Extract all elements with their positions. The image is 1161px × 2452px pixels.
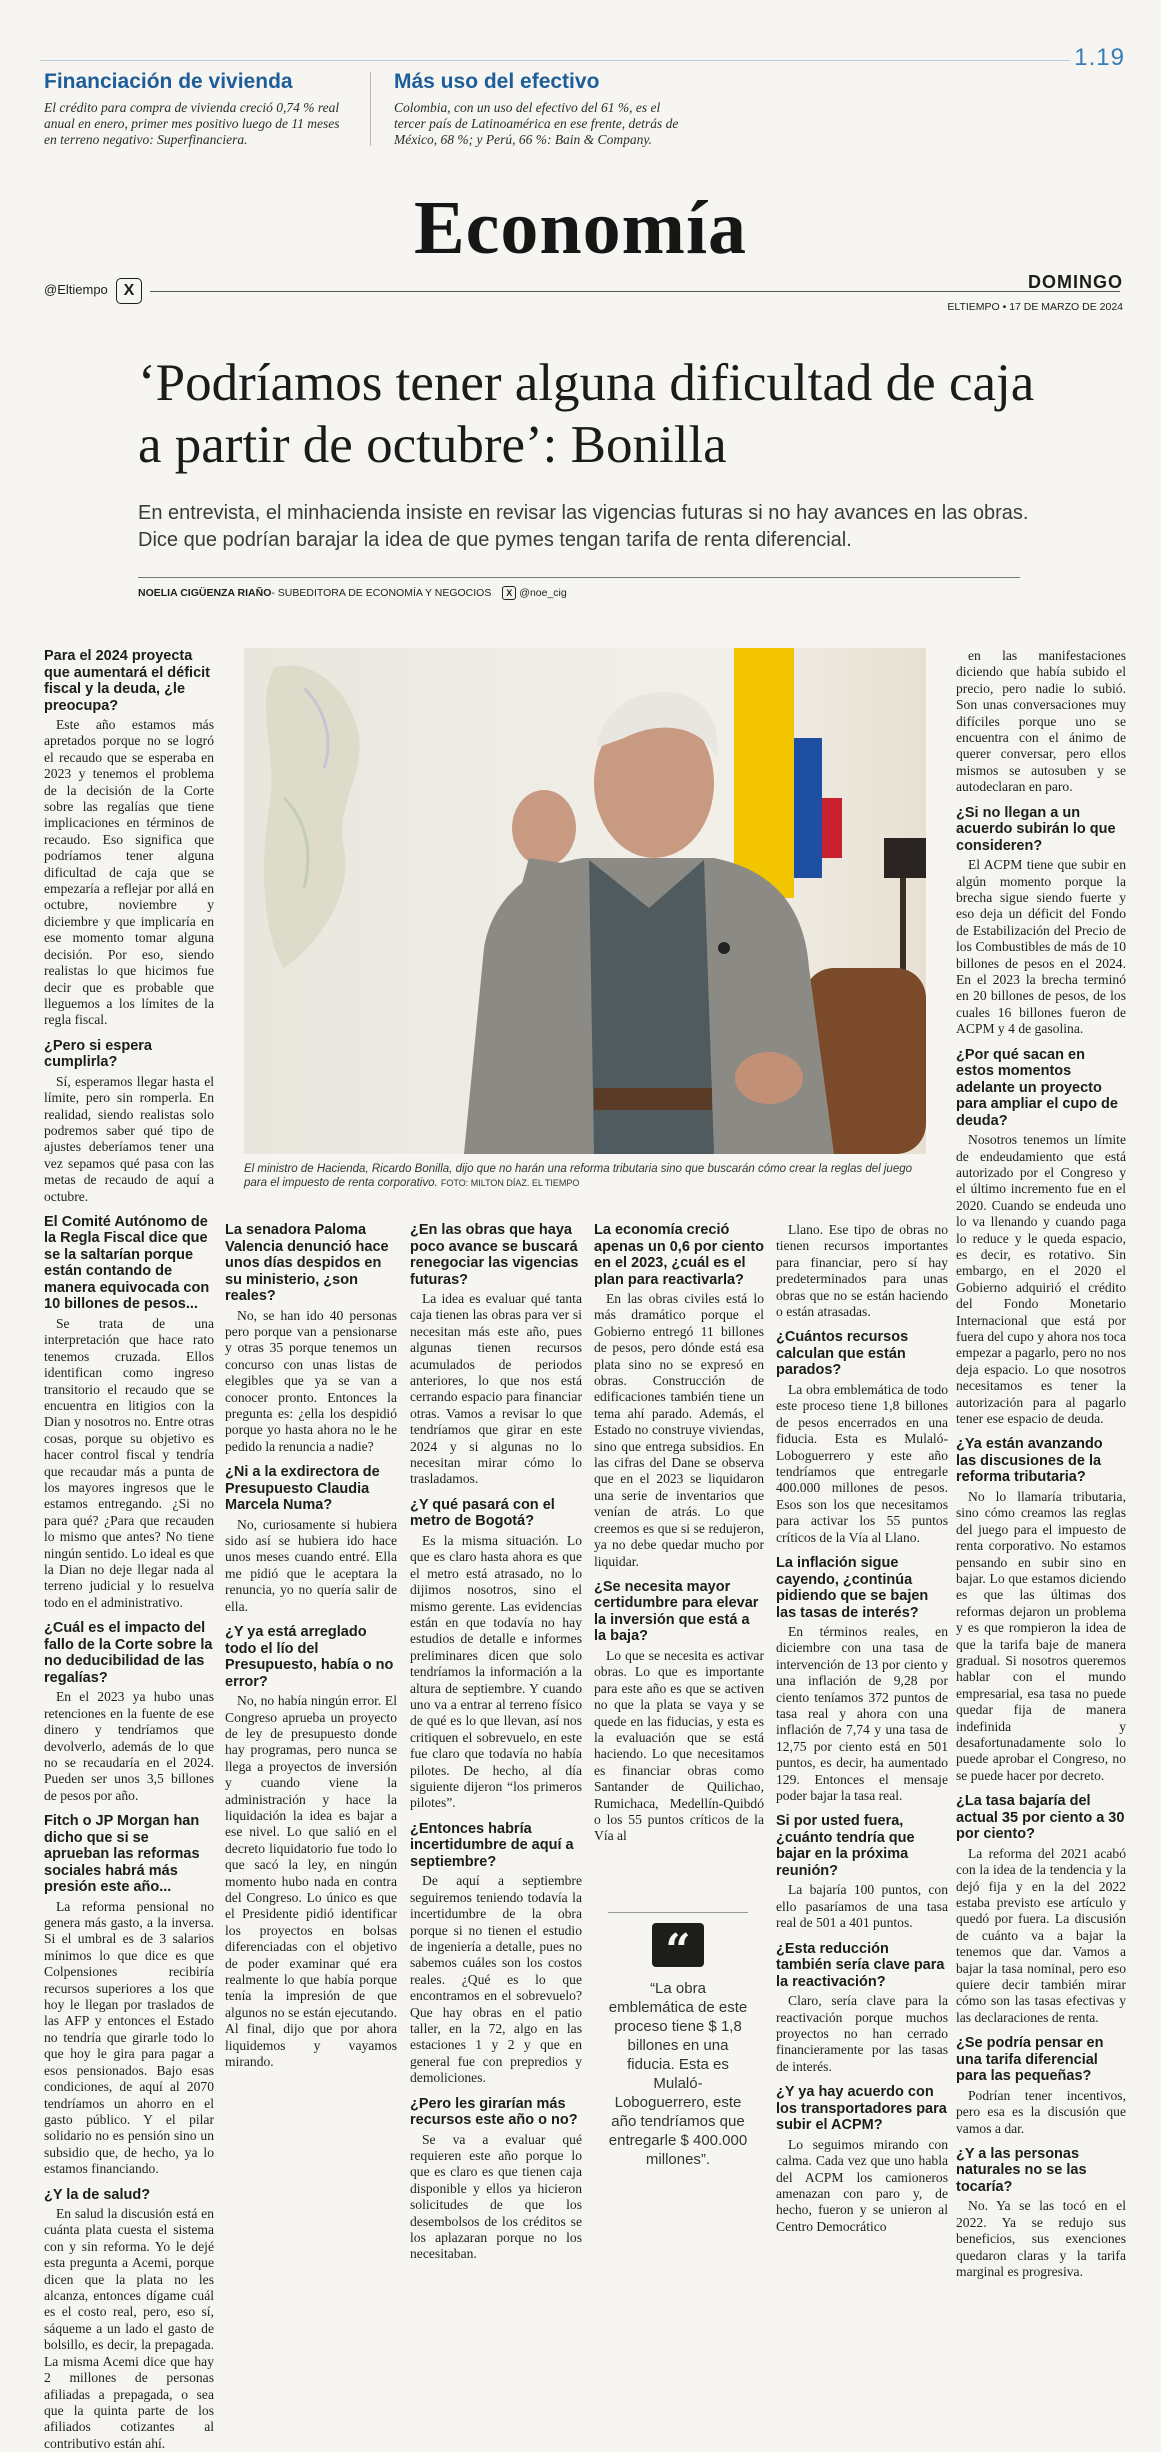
article-headline: ‘Podríamos tener alguna dificultad de caja a partir de octubre’: Bonilla: [138, 354, 1035, 474]
article-column-5: [776, 1222, 948, 2235]
section-title: Economía: [413, 186, 748, 270]
interview-answer: Nosotros tenemos un límite de endeudamiento que está autorizado por el Congreso y el último incremento fue en el 2020. Cuando se endeuda uno lo va llenando y cuando paga lo reduce y le queda espacio, es decir, es rotativo. Sin embargo, en el 2020 el Gobierno adquirió el crédito del Fondo Monetario Internacional que está por fuera del cupo y ahora nos toca empezar a pagarlo, pero no nos deja espacio. Lo que nosotros necesitamos es tener la autorización para al pagarlo tener ese espacio de deuda.: [956, 1132, 1126, 1427]
byline-name: NOELIA CIGÜENZA RIAÑO: [138, 587, 272, 599]
header-rule: [150, 291, 1120, 292]
interview-question: ¿Y a las personas naturales no se las tocaría?: [956, 2145, 1087, 2195]
article-column-2: [225, 1222, 397, 2070]
interview-answer: En las obras civiles está lo más dramático porque el Gobierno entregó 11 billones de pesos, pero dónde está esa plata sino no se expresó en obras. Construcción de edificaciones también tiene un tema ahí parado. Además, el Estado no construye viviendas, sino que entrega subsidios. En las cifras del Dane se observa que en el 2023 se liquidaron una serie de inventarios que venían de atrás. Lo que creemos es que si se redujeron, ya no debe quedar mucho por liquidar.: [594, 1291, 764, 1569]
interview-question: ¿Entonces habría incertidumbre de aquí a septiembre?: [410, 1820, 574, 1870]
quote-mark-icon: “: [652, 1923, 704, 1967]
interview-question: El Comité Autónomo de la Regla Fiscal dice que se la saltarían porque están contando de manera equivocada con 10 billones de pesos...: [44, 1213, 210, 1313]
interview-answer: No, se han ido 40 personas pero porque van a pensionarse y otras 35 porque tenemos un concurso con unas listas de elegibles que ya se van a conocer pronto. Entonces la pregunta es: ¿ella los despidió porque yo hasta ahora no le he pedido la renuncia a nadie?: [225, 1307, 397, 1454]
teaser-cash[interactable]: [394, 70, 684, 148]
interview-question: Para el 2024 proyecta que aumentará el déficit fiscal y la deuda, ¿le preocupa?: [44, 648, 210, 714]
interview-answer: Este año estamos más apretados porque no se logró el recaudo que se esperaba en 2023 y tenemos el problema de la decisión de la Corte sobre las regalías que tiene implicaciones en términos de recaudo. Eso significa que podríamos tener alguna dificultad de caja que se empezaría a reflejar por allá en octubre, noviembre y diciembre y que implicaría en ese momento tomar alguna decisión. Por eso, siendo realistas lo que hicimos fue decir que es probable que lleguemos a los límites de la regla fiscal.: [44, 717, 214, 1028]
interview-answer: en las manifestaciones diciendo que había subido el precio, pero nadie lo subió. Son unas conversaciones muy difíciles porque uno se encuentra con el ánimo de querer conversar, pero ellos mismos se autosuben y se autodeclaran en paro.: [956, 648, 1126, 795]
interview-question: ¿Y la de salud?: [44, 2186, 151, 2203]
interview-question: ¿Y ya está arreglado todo el lío del Presupuesto, había o no error?: [225, 1624, 394, 1690]
interview-answer: No lo llamaría tributaria, sino cómo creamos las reglas del juego para el impuesto de renta corporativo. No estamos pensando en subir sino en bajar. Lo que estamos diciendo es que las últimas dos reformas dejaron un problema y es que rompieron la idea de que la tarifa baje de manera gradual. Si nosotros queremos hablar con el mundo empresarial, esa tasa no puede quedar fija de manera indefinida y desafortunadamente solo lo puede aprobar el Congreso, no se puede hacer por decreto.: [956, 1488, 1126, 1783]
x-logo-icon: X: [502, 586, 516, 600]
interview-answer: La reforma del 2021 acabó con la idea de la tendencia y la dejó fija y en la del 2022 estaba previsto ese artículo y quedó por fuera. La discusión de cuánto va a bajar la tenemos que dar. Vamos a bajar la tasa nominal, pero eso quiere decir también mirar cómo son las tasas efectivas y las declaraciones de renta.: [956, 1845, 1126, 2025]
interview-question: La senadora Paloma Valencia denunció hace unos días despidos en su ministerio, ¿son reales?: [225, 1222, 389, 1304]
article-column-4: [594, 1222, 764, 1845]
interview-question: ¿Cuál es el impacto del fallo de la Corte sobre la no deducibilidad de las regalías?: [44, 1620, 213, 1686]
article-column-3: [410, 1222, 582, 2263]
teaser-housing[interactable]: [44, 70, 344, 148]
interview-answer: La bajaría 100 puntos, con ello pasaríamos de una tasa real de 501 a 401 puntos.: [776, 1882, 948, 1931]
article-column-6: [956, 648, 1126, 2280]
interview-answer: No, curiosamente si hubiera sido así se hubiera ido hace unos meses cuando entré. Ella me pidió que le aceptara la renuncia, yo no quería salir de ella.: [225, 1516, 397, 1614]
pull-quote-rule: [608, 1912, 748, 1913]
interview-question: ¿Y ya hay acuerdo con los transportadores para subir el ACPM?: [776, 2084, 947, 2134]
interview-answer: En salud la discusión está en cuánta plata cuesta el sistema con y sin reforma. Yo le dejé esta pregunta a Acemi, porque dicen que la plata no les alcanza, entonces dígame cuál es el costo real, pero, eso sí, sáqueme a un lado el gasto de bolsillo, es decir, la prepagada. La misma Acemi dice que hay 2 millones de personas afiliadas a prepagada, o sea que la quinta parte de los afiliados cotizantes al contributivo están ahí.: [44, 2206, 214, 2451]
teaser-title: Financiación de vivienda: [44, 70, 293, 93]
x-logo-icon[interactable]: X: [116, 278, 142, 304]
interview-question: ¿La tasa bajaría del actual 35 por ciento a 30 por ciento?: [956, 1793, 1125, 1843]
interview-answer: Se trata de una interpretación que hace rato tenemos cruzada. Ellos identifican como ingreso transitorio el recaudo que se encuentra en litigios con la Dian y nosotros no. Entre otras cosas, porque su objetivo es hacer control fiscal y tendría que recaudar más a punta de los mayores ingresos que le estamos entregando. ¿Si no para qué? ¿Para que recauden lo mismo que antes? No tiene ningún sentido. Lo ideal es que la Dian no deje llegar nada al terreno judicial y lo resuelva todo en el administrativo.: [44, 1315, 214, 1610]
interview-answer: No. Ya se las tocó en el 2022. Ya se redujo sus beneficios, sus exenciones quedaron claras y la tarifa marginal es progresiva.: [956, 2198, 1126, 2280]
teaser-text: El crédito para compra de vivienda creció 0,74 % real anual en enero, primer mes positivo luego de 11 meses en terreno negativo: Superfinanciera.: [44, 100, 340, 147]
interview-answer: Podrían tener incentivos, pero esa es la discusión que vamos a dar.: [956, 2087, 1126, 2136]
interview-answer: Lo que se necesita es activar obras. Lo que es importante para este año es que se activen no que la plata se vaya y se quede en las fiducias, y esta es la evaluación que se está haciendo. Lo que necesitamos es financiar obras como Santander de Quilichao, Rumichaca, Medellín-Quibdó o los 55 puntos críticos de la Vía al: [594, 1647, 764, 1844]
interview-answer: La reforma pensional no genera más gasto, a la inversa. Si el umbral es de 3 salarios mínimos lo que dice es que Colpensiones recibiría recursos superiores a los que hoy le llegan por traslados de las AFP y entonces el Estado no tendría que girarle todo lo que hoy le gira para pagar a esos pensionados. Bajo esas condiciones, de aquí al 2070 tendríamos un ahorro en el gasto público. Y el pilar solidario no es pensión sino un subsidio que, de hecho, ya lo estamos financiando.: [44, 1898, 214, 2177]
interview-question: Fitch o JP Morgan han dicho que si se aprueban las reformas sociales habrá más presión este año...: [44, 1813, 200, 1896]
weekday-label: DOMINGO: [1028, 272, 1123, 292]
photo-credit: FOTO: MILTON DÍAZ. EL TIEMPO: [440, 1178, 580, 1188]
interview-question: ¿Se podría pensar en una tarifa diferencial para las pequeñas?: [956, 2035, 1104, 2085]
article-photo[interactable]: [244, 648, 926, 1154]
interview-question: La inflación sigue cayendo, ¿continúa pidiendo que se bajen las tasas de interés?: [776, 1555, 929, 1621]
interview-answer: De aquí a septiembre seguiremos teniendo todavía la incertidumbre de la obra porque si no tienen el estudio de ingeniería a detalle, pues no sabemos cuáles son los costos reales. ¿Qué es lo que encontramos en el sobrevuelo? Que hay obras en el patio taller, en la 72, algo en las estaciones 1 y 2 y que en general fue con prepredios y demoliciones.: [410, 1873, 582, 2086]
interview-question: ¿Pero si espera cumplirla?: [44, 1037, 152, 1071]
interview-question: ¿Ni a la exdirectora de Presupuesto Claudia Marcela Numa?: [225, 1464, 380, 1514]
interview-question: ¿Y qué pasará con el metro de Bogotá?: [410, 1496, 555, 1530]
interview-answer: En términos reales, en diciembre con una tasa de intervención de 13 por ciento y una inflación de 9,28 por ciento teníamos 372 puntos de tasa real y ahora con una inflación de 7,74 y una tasa de 12,75 por ciento está en 501 puntos, es decir, ha aumentado 129. Entonces el mensaje poder bajar la tasa real.: [776, 1624, 948, 1804]
byline: [138, 586, 567, 600]
interview-question: ¿Se necesita mayor certidumbre para elevar la inversión que está a la baja?: [594, 1578, 759, 1645]
teaser-title: Más uso del efectivo: [394, 70, 600, 93]
social-handle[interactable]: @Eltiempo: [44, 282, 108, 297]
interview-question: ¿Pero les girarían más recursos este año o no?: [410, 2095, 578, 2129]
interview-question: ¿En las obras que haya poco avance se buscará renegociar las vigencias futuras?: [410, 1222, 579, 1288]
caption-text: El ministro de Hacienda, Ricardo Bonilla, dijo que no harán una reforma tributaria sino que buscarán cómo crear la reglas del juego para el impuesto de renta corporativo.: [244, 1163, 913, 1189]
interview-answer: En el 2023 ya hubo unas retenciones en la fuente de ese dinero y tendríamos que devolverlo, además de lo que no se recaudaría en el 2024. Pueden ser unos 3,5 billones de pesos por año.: [44, 1689, 214, 1803]
article-column-1: [44, 648, 214, 2452]
minister-portrait-illustration: [244, 648, 926, 1154]
interview-answer: No, no había ningún error. El Congreso aprueba un proyecto de ley de presupuesto donde hay programas, pero nunca se llega a proyectos de inversión y cuando viene la administración y hace la liquidación la idea es bajar a ese nivel. Lo que salió en el decreto liquidatorio fue todo lo que sacó la ley, en ningún momento hubo nada en contra del Congreso. Lo único es que el Presidente pidió identificar los proyectos en bolsas diferenciadas con el objetivo de poder examinar qué era realmente lo que había porque tenía la impresión de que algunos no se están ejecutando. Al final, dijo que por ahora liquidemos y vayamos mirando.: [225, 1693, 397, 2070]
byline-handle[interactable]: @noe_cig: [519, 587, 567, 599]
interview-question: ¿Esta reducción también sería clave para la reactivación?: [776, 1940, 945, 1990]
pull-quote: [608, 1912, 748, 2169]
interview-answer: El ACPM tiene que subir en algún momento porque la brecha sigue siendo fuerte y eso deja un déficit del Fondo de Estabilización del Precio de los Combustibles de más de 10 billones de pesos en el 2024. En el 2023 la brecha terminó en 20 billones de pesos, de los cuales 16 billones fueron de ACPM y 4 de gasolina.: [956, 857, 1126, 1037]
page-number-rule: [40, 60, 1070, 61]
interview-answer: Se va a evaluar qué requieren este año porque lo que es claro es que tienen caja disponible y ellos ya hicieron solicitudes de que los desembolsos de los créditos se los aplazaran porque no los necesitaban.: [410, 2131, 582, 2262]
byline-rule: [138, 577, 1020, 578]
interview-question: La economía creció apenas un 0,6 por ciento en el 2023, ¿cuál es el plan para reactivarla?: [594, 1222, 765, 1288]
interview-answer: Es la misma situación. Lo que es claro hasta ahora es que el metro está atrasado, no lo dijimos nosotros, sino el mismo gerente. Las evidencias están en que todavía no hay estudios de detalle e informes preliminares dicen que solo tendríamos la información a la altura de septiembre. Y cuando uno va a entrar al terreno físico de qué es lo que llevan, así nos critiquen el sobrevuelo, en este fue claro que todavía no había pilotes. De hecho, al día siguiente dijeron “los primeros pilotes”.: [410, 1532, 582, 1811]
interview-question: ¿Cuántos recursos calculan que están parados?: [776, 1329, 909, 1379]
dateline: ELTIEMPO • 17 DE MARZO DE 2024: [947, 301, 1123, 313]
interview-question: ¿Por qué sacan en estos momentos adelante un proyecto para ampliar el cupo de deuda?: [956, 1046, 1118, 1129]
interview-question: ¿Si no llegan a un acuerdo subirán lo que consideren?: [956, 804, 1116, 854]
interview-answer: Lo seguimos mirando con calma. Cada vez que uno habla del ACPM los camioneros amenazan con paro y, de hecho, fueron y se unieron al Centro Democrático: [776, 2136, 948, 2234]
teaser-divider: [370, 72, 371, 146]
interview-question: ¿Ya están avanzando las discusiones de la reforma tributaria?: [956, 1436, 1103, 1486]
byline-role: - SUBEDITORA DE ECONOMÍA Y NEGOCIOS: [271, 587, 492, 599]
teaser-text: Colombia, con un uso del efectivo del 61 %, es el tercer país de Latinoamérica en ese frente, detrás de México, 68 %; y Perú, 66 %: Bain & Company.: [394, 100, 679, 147]
interview-answer: La obra emblemática de todo este proceso tiene 1,8 billones de pesos encerrados en una fiducia. Esta es Mulaló-Loboguerrero y este año tendríamos que entregarle 400.000 millones de pesos. Esos son los que necesitamos para activar los 55 puntos críticos de la Vía al Llano.: [776, 1381, 948, 1545]
article-deck: En entrevista, el minhacienda insiste en revisar las vigencias futuras si no hay avances en las obras. Dice que podrían barajar la idea de que pymes tengan tarifa de renta diferencial.: [138, 502, 1029, 551]
page-number: 1.19: [1074, 44, 1125, 71]
interview-answer: Claro, sería clave para la reactivación porque muchos proyectos no han cerrado financieramente por las tasas de interés.: [776, 1993, 948, 2074]
interview-answer: La idea es evaluar qué tanta caja tienen las obras para ver si necesitan más este año, pues algunas tienen recursos acumulados de periodos anteriores, lo que nos está cerrando espacio para financiar otras. Vamos a revisar lo que tendríamos que girar en este 2024 y si algunas no lo necesitan mirar cómo lo trasladamos.: [410, 1291, 582, 1487]
interview-answer: Sí, esperamos llegar hasta el límite, pero sin romperla. En realidad, siendo realistas solo podremos saber qué tipo de ajustes deberíamos tener una vez sepamos qué pasa con las metas de recaudo de aquí a octubre.: [44, 1073, 214, 1204]
interview-answer: Llano. Ese tipo de obras no tienen recursos importantes para financiar, pero sí hay predeterminados para unas obras que no se están haciendo o están atrasadas.: [776, 1222, 948, 1320]
interview-question: Si por usted fuera, ¿cuánto tendría que bajar en la próxima reunión?: [776, 1813, 915, 1879]
pull-quote-text: “La obra emblemática de este proceso tiene $ 1,8 billones en una fiducia. Esta es Mulaló-Loboguerrero, este año tendríamos que entregarle $ 400.000 millones”.: [608, 1980, 748, 2168]
photo-caption: [244, 1162, 926, 1190]
